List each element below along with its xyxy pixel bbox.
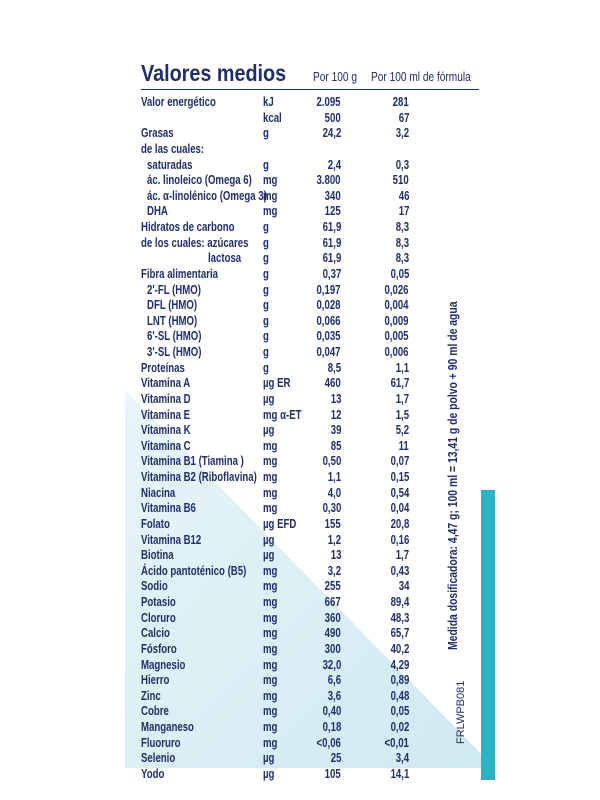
value-per-100ml: 0,43 xyxy=(390,562,409,578)
value-per-100g: 490 xyxy=(324,625,341,641)
value-per-100g: 2.095 xyxy=(316,94,341,109)
nutrient-unit: mg xyxy=(263,453,278,469)
value-per-100ml: 281 xyxy=(392,94,409,109)
nutrient-label: Fluoruro xyxy=(141,734,181,750)
nutrient-unit: µg xyxy=(263,547,275,563)
nutrient-label: Yodo xyxy=(141,765,165,781)
value-per-100g: 125 xyxy=(324,203,341,219)
value-per-100g: 105 xyxy=(324,765,341,781)
value-per-100g: 0,197 xyxy=(316,281,341,297)
value-per-100g: 24,2 xyxy=(322,125,341,141)
value-per-100ml: 0,026 xyxy=(384,281,409,297)
nutrient-label: saturadas xyxy=(147,156,193,172)
nutrient-unit: g xyxy=(263,250,269,266)
value-per-100ml: 67 xyxy=(398,109,409,125)
nutrient-label: de los cuales: azúcares xyxy=(141,234,249,250)
nutrient-unit: mg xyxy=(263,719,278,734)
column-header-per-100g: Por 100 g xyxy=(313,69,357,84)
nutrient-label: Magnesio xyxy=(141,656,186,672)
dosage-note: Medida dosificadora: 4,47 g; 100 ml = 13,41 g de polvo + 90 ml de agua xyxy=(445,301,460,650)
value-per-100ml: 1,1 xyxy=(395,359,409,375)
nutrient-label: Vitamina B6 xyxy=(141,500,196,516)
nutrient-label: DHA xyxy=(147,203,168,219)
value-per-100g: 0,18 xyxy=(322,719,341,734)
value-per-100g: 13 xyxy=(330,547,341,563)
nutrient-unit: mg xyxy=(263,640,278,656)
value-per-100g: 340 xyxy=(324,187,341,203)
nutrient-label: Vitamina B12 xyxy=(141,531,202,547)
nutrient-unit: mg xyxy=(263,437,278,453)
value-per-100g: 0,30 xyxy=(322,500,341,516)
nutrient-label: Vitamina B1 (Tiamina ) xyxy=(141,453,244,469)
value-per-100g: 0,035 xyxy=(316,328,341,344)
nutrient-unit: mg α-ET xyxy=(263,406,302,422)
nutrient-unit: mg xyxy=(263,734,278,750)
nutrient-label: Vitamina D xyxy=(141,390,191,406)
nutrient-label: Vitamina K xyxy=(141,422,191,438)
value-per-100ml: 48,3 xyxy=(390,609,409,625)
value-per-100g: 3,6 xyxy=(327,687,341,703)
value-per-100ml: 1,7 xyxy=(395,547,409,563)
table-title: Valores medios xyxy=(141,60,287,86)
value-per-100ml: 34 xyxy=(398,578,409,594)
value-per-100ml: 0,54 xyxy=(390,484,409,500)
nutrient-unit: µg xyxy=(263,531,275,547)
value-per-100g: 4,0 xyxy=(327,484,341,500)
nutrient-label: Fibra alimentaria xyxy=(141,265,218,281)
nutrient-unit: mg xyxy=(263,203,278,219)
value-per-100g: 61,9 xyxy=(322,250,341,266)
value-per-100g: 300 xyxy=(324,640,341,656)
value-per-100ml: 40,2 xyxy=(390,640,409,656)
nutrient-unit: g xyxy=(263,328,269,344)
value-per-100g: 0,028 xyxy=(316,297,341,313)
value-per-100ml: 1,7 xyxy=(395,390,409,406)
nutrient-unit: mg xyxy=(263,172,278,188)
nutrient-label: Calcio xyxy=(141,625,170,641)
value-per-100g: 1,2 xyxy=(327,531,341,547)
nutrient-unit: mg xyxy=(263,578,278,594)
value-per-100g: 0,047 xyxy=(316,344,341,359)
value-per-100ml: 0,004 xyxy=(384,297,409,313)
value-per-100ml: 0,005 xyxy=(384,328,409,344)
nutrient-unit: g xyxy=(263,297,269,313)
nutrient-label: 3'-SL (HMO) xyxy=(147,344,202,359)
value-per-100ml: 0,89 xyxy=(390,672,409,688)
nutrient-label: Sodio xyxy=(141,578,168,594)
nutrient-unit: µg xyxy=(263,422,275,438)
value-per-100ml: 5,2 xyxy=(395,422,409,438)
nutrient-label: Niacina xyxy=(141,484,176,500)
value-per-100g: 61,9 xyxy=(322,219,341,234)
nutrient-unit: kJ xyxy=(263,94,274,109)
nutrient-unit: mg xyxy=(263,484,278,500)
value-per-100ml: 8,3 xyxy=(395,250,409,266)
value-per-100g: 1,1 xyxy=(327,469,341,484)
value-per-100ml: 0,15 xyxy=(390,469,409,484)
value-per-100g: <0,06 xyxy=(316,734,341,750)
nutrient-label: ác. linoleico (Omega 6) xyxy=(147,172,252,188)
value-per-100ml: 20,8 xyxy=(390,515,409,531)
value-per-100ml: <0,01 xyxy=(384,734,409,750)
value-per-100g: 0,066 xyxy=(316,312,341,328)
nutrient-label: Grasas xyxy=(141,125,174,141)
nutrient-label: Fósforo xyxy=(141,640,177,656)
value-per-100g: 0,40 xyxy=(322,703,341,719)
value-per-100ml: 0,16 xyxy=(390,531,409,547)
nutrient-unit: mg xyxy=(263,625,278,641)
nutrient-label: Valor energético xyxy=(141,94,216,109)
value-per-100ml: 0,07 xyxy=(390,453,409,469)
value-per-100ml: 0,3 xyxy=(395,156,409,172)
value-per-100ml: 0,02 xyxy=(390,719,409,734)
value-per-100g: 3,2 xyxy=(327,562,341,578)
nutrient-label: Hidratos de carbono xyxy=(141,219,235,234)
value-per-100ml: 11 xyxy=(398,437,409,453)
value-per-100g: 32,0 xyxy=(322,656,341,672)
accent-bar xyxy=(481,490,495,780)
nutrient-label: Vitamina C xyxy=(141,437,191,453)
nutrient-unit: g xyxy=(263,344,269,359)
nutrient-label: Proteínas xyxy=(141,359,185,375)
value-per-100g: 85 xyxy=(330,437,341,453)
nutrient-unit: mg xyxy=(263,562,278,578)
value-per-100g: 460 xyxy=(324,375,341,391)
nutrient-unit: mg xyxy=(263,609,278,625)
value-per-100ml: 46 xyxy=(398,187,409,203)
value-per-100ml: 0,05 xyxy=(390,703,409,719)
product-code: FRLWPB081 xyxy=(455,680,467,744)
nutrient-label: 2'-FL (HMO) xyxy=(147,281,201,297)
value-per-100g: 13 xyxy=(330,390,341,406)
nutrient-unit: µg xyxy=(263,750,275,766)
nutrient-unit: g xyxy=(263,156,269,172)
value-per-100g: 2,4 xyxy=(327,156,341,172)
nutrient-label: Manganeso xyxy=(141,719,194,734)
nutrient-label: Biotina xyxy=(141,547,174,563)
nutrient-label: 6'-SL (HMO) xyxy=(147,328,202,344)
column-header-per-100ml: Por 100 ml de fórmula xyxy=(371,69,471,84)
nutrient-label: Cloruro xyxy=(141,609,176,625)
value-per-100g: 360 xyxy=(324,609,341,625)
value-per-100g: 500 xyxy=(324,109,341,125)
nutrient-label: Vitamina B2 (Riboflavina) xyxy=(141,469,257,484)
nutrient-unit: mg xyxy=(263,672,278,688)
value-per-100ml: 61,7 xyxy=(390,375,409,391)
nutrient-label: ác. α-linolénico (Omega 3) xyxy=(147,187,267,203)
value-per-100ml: 8,3 xyxy=(395,219,409,234)
nutrition-panel xyxy=(125,50,495,781)
value-per-100g: 0,37 xyxy=(322,265,341,281)
nutrient-unit: mg xyxy=(263,500,278,516)
nutrient-unit: mg xyxy=(263,687,278,703)
value-per-100ml: 0,48 xyxy=(390,687,409,703)
header-divider xyxy=(141,89,479,90)
value-per-100ml: 17 xyxy=(398,203,409,219)
nutrient-unit: µg EFD xyxy=(263,515,297,531)
nutrient-unit: g xyxy=(263,312,269,328)
value-per-100g: 39 xyxy=(330,422,341,438)
nutrient-unit: g xyxy=(263,234,269,250)
nutrient-label: Hierro xyxy=(141,672,170,688)
nutrient-unit: g xyxy=(263,125,269,141)
value-per-100ml: 3,4 xyxy=(395,750,409,766)
nutrient-unit: mg xyxy=(263,703,278,719)
nutrient-unit: g xyxy=(263,359,269,375)
value-per-100ml: 1,5 xyxy=(395,406,409,422)
nutrient-unit: mg xyxy=(263,469,278,484)
nutrient-label: Cobre xyxy=(141,703,169,719)
table-header xyxy=(141,60,495,90)
nutrient-label: DFL (HMO) xyxy=(147,297,198,313)
nutrient-label: Zinc xyxy=(141,687,161,703)
nutrient-label: Potasio xyxy=(141,594,176,609)
value-per-100ml: 14,1 xyxy=(390,765,409,781)
value-per-100g: 155 xyxy=(324,515,341,531)
nutrient-label: lactosa xyxy=(208,250,242,266)
nutrient-unit: g xyxy=(263,219,269,234)
value-per-100g: 255 xyxy=(324,578,341,594)
nutrient-label: Selenio xyxy=(141,750,176,766)
value-per-100ml: 0,04 xyxy=(390,500,409,516)
value-per-100g: 8,5 xyxy=(327,359,341,375)
value-per-100g: 12 xyxy=(330,406,341,422)
nutrient-unit: µg xyxy=(263,390,275,406)
value-per-100g: 6,6 xyxy=(327,672,341,688)
nutrient-unit: g xyxy=(263,265,269,281)
nutrient-unit: µg xyxy=(263,765,275,781)
nutrient-unit: µg ER xyxy=(263,375,291,391)
nutrient-label: Folato xyxy=(141,515,170,531)
nutrient-unit: kcal xyxy=(263,109,282,125)
value-per-100ml: 4,29 xyxy=(390,656,409,672)
value-per-100ml: 89,4 xyxy=(390,594,409,609)
nutrient-unit: mg xyxy=(263,187,278,203)
value-per-100ml: 0,006 xyxy=(384,344,409,359)
nutrient-unit: mg xyxy=(263,656,278,672)
value-per-100g: 0,50 xyxy=(322,453,341,469)
nutrient-label: LNT (HMO) xyxy=(147,312,198,328)
value-per-100ml: 0,05 xyxy=(390,265,409,281)
value-per-100g: 3.800 xyxy=(316,172,341,188)
nutrient-label: Vitamina A xyxy=(141,375,191,391)
value-per-100ml: 0,009 xyxy=(384,312,409,328)
nutrient-unit: g xyxy=(263,281,269,297)
value-per-100g: 667 xyxy=(324,594,341,609)
nutrient-label: de las cuales: xyxy=(141,140,205,156)
nutrient-label: Ácido pantoténico (B5) xyxy=(141,562,247,578)
nutrient-label: Vitamina E xyxy=(141,406,191,422)
value-per-100g: 25 xyxy=(330,750,341,766)
value-per-100g: 61,9 xyxy=(322,234,341,250)
value-per-100ml: 65,7 xyxy=(390,625,409,641)
value-per-100ml: 8,3 xyxy=(395,234,409,250)
nutrient-unit: mg xyxy=(263,594,278,609)
value-per-100ml: 3,2 xyxy=(395,125,409,141)
value-per-100ml: 510 xyxy=(392,172,409,188)
